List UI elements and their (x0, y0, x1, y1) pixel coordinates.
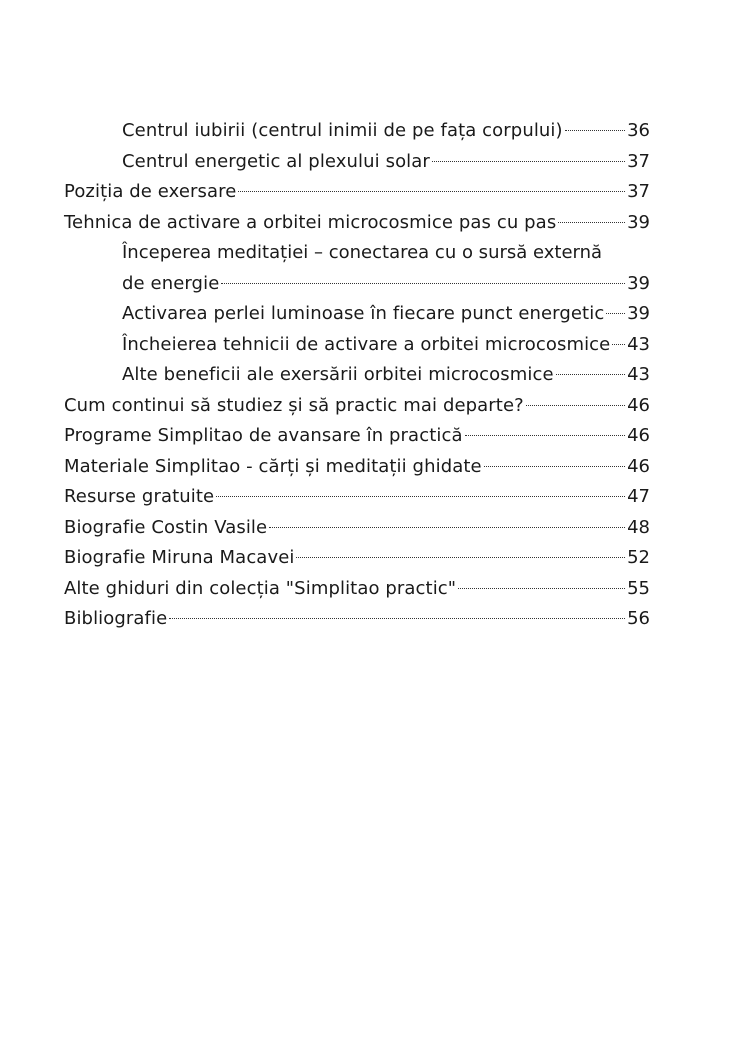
toc-entry[interactable] (64, 513, 650, 544)
toc-entry-page: 39 (627, 211, 650, 233)
dot-leader (269, 527, 625, 528)
dot-leader (458, 588, 625, 589)
dot-leader (606, 313, 625, 314)
toc-entry[interactable] (64, 543, 650, 574)
dot-leader (565, 130, 625, 131)
dot-leader (556, 374, 625, 375)
toc-entry-title-line1[interactable]: Începerea meditației – conectarea cu o sursă externă (122, 242, 603, 263)
toc-entry-title: Bibliografie (64, 608, 168, 629)
toc-entry-page: 36 (627, 120, 650, 141)
toc-entry[interactable] (64, 330, 650, 361)
dot-leader (238, 191, 625, 192)
dot-leader (526, 405, 625, 406)
toc-entry-page: 46 (627, 455, 650, 477)
toc-entry-title: Biografie Miruna Macavei (64, 547, 295, 568)
toc-entry-page: 37 (627, 150, 650, 172)
toc-entry[interactable] (64, 482, 650, 513)
toc-entry-page: 39 (627, 272, 650, 294)
toc-entry-title: Activarea perlei luminoase în fiecare punct energetic (122, 303, 605, 324)
dot-leader (484, 466, 625, 467)
toc-entry[interactable] (64, 177, 650, 208)
table-of-contents (64, 116, 650, 635)
toc-entry-title: de energie (122, 272, 220, 294)
toc-entry-page: 46 (627, 425, 650, 446)
dot-leader (296, 557, 625, 558)
toc-entry-page: 43 (627, 364, 650, 385)
toc-entry-title: Programe Simplitao de avansare în practică (64, 425, 463, 446)
dot-leader (558, 222, 625, 223)
dot-leader (169, 618, 625, 619)
toc-entry-page: 47 (627, 486, 650, 507)
toc-entry-title: Biografie Costin Vasile (64, 516, 268, 538)
toc-entry[interactable] (64, 360, 650, 391)
toc-entry-title: Încheierea tehnicii de activare a orbitei microcosmice (122, 333, 611, 355)
toc-entry-page: 55 (627, 577, 650, 599)
dot-leader (221, 283, 625, 284)
toc-entry-page: 37 (627, 181, 650, 202)
dot-leader (216, 496, 625, 497)
dot-leader (432, 161, 625, 162)
toc-entry-page: 39 (627, 303, 650, 324)
toc-entry-title: Poziția de exersare (64, 181, 237, 202)
toc-entry[interactable] (64, 452, 650, 483)
toc-entry-page: 43 (627, 333, 650, 355)
toc-entry[interactable] (64, 421, 650, 452)
toc-entry[interactable] (64, 391, 650, 422)
toc-entry[interactable] (64, 208, 650, 239)
dot-leader (465, 435, 626, 436)
toc-entry-title: Cum continui să studiez și să practic mai departe? (64, 394, 524, 416)
toc-entry[interactable] (64, 147, 650, 178)
toc-entry-title: Alte beneficii ale exersării orbitei microcosmice (122, 364, 554, 385)
toc-entry[interactable] (64, 269, 650, 300)
toc-entry-title: Materiale Simplitao - cărți și meditații ghidate (64, 455, 482, 477)
dot-leader (612, 344, 625, 345)
toc-entry-title: Alte ghiduri din colecția "Simplitao practic" (64, 577, 457, 599)
toc-entry[interactable] (64, 299, 650, 330)
toc-entry-title: Centrul iubirii (centrul inimii de pe fața corpului) (122, 120, 563, 141)
toc-entry[interactable] (64, 604, 650, 635)
toc-entry[interactable] (64, 116, 650, 147)
toc-entry-page: 48 (627, 516, 650, 538)
toc-entry-page: 52 (627, 547, 650, 568)
toc-entry-title: Centrul energetic al plexului solar (122, 150, 430, 172)
toc-entry[interactable] (64, 574, 650, 605)
toc-entry-page: 56 (627, 608, 650, 629)
toc-entry-title: Tehnica de activare a orbitei microcosmice pas cu pas (64, 211, 557, 233)
toc-entry-page: 46 (627, 394, 650, 416)
toc-entry-title: Resurse gratuite (64, 486, 215, 507)
